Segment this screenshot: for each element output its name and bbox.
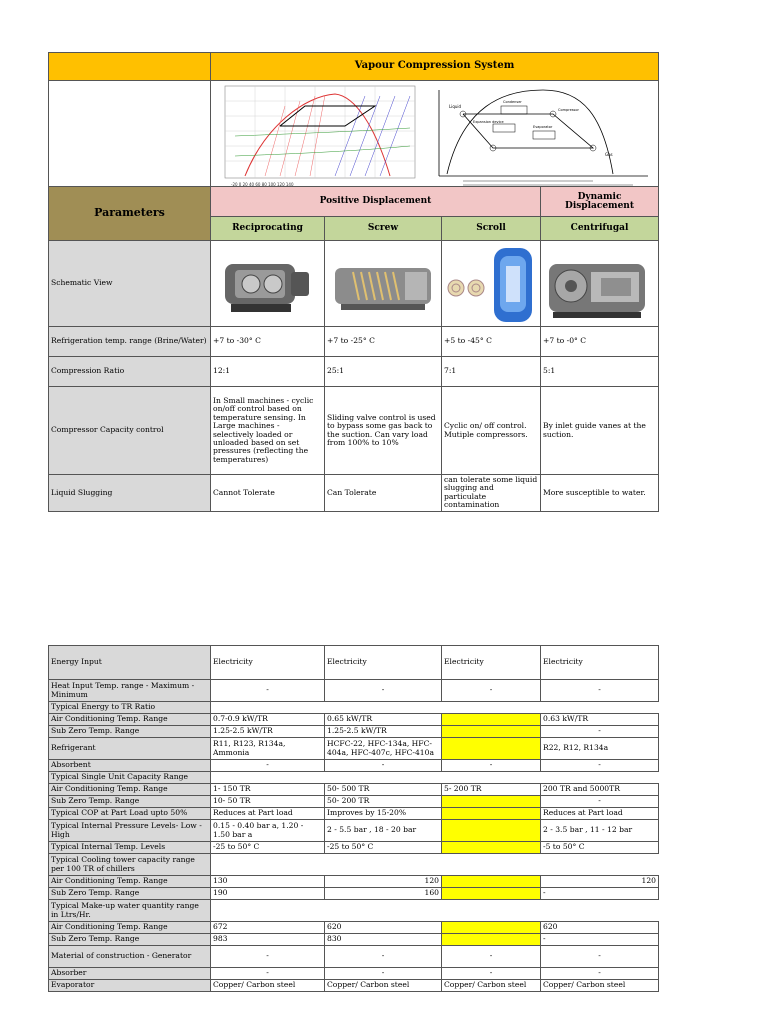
cell: 620 [325,922,442,934]
table-row [49,946,659,968]
cell: R11, R123, R134a, Ammonia [211,738,325,760]
svg-text:Expansion device: Expansion device [473,119,504,124]
cell: Electricity [211,646,325,680]
row-label: Compression Ratio [49,357,211,387]
section-spacer [211,900,659,922]
dynamic-displacement-header: Dynamic Displacement [541,187,659,217]
ph-diagram-image [211,82,659,186]
cell: - [541,680,659,702]
cell [442,842,541,854]
row-label: Typical Single Unit Capacity Range [49,772,211,784]
row-label: Sub Zero Temp. Range [49,888,211,900]
cell: -25 to 50° C [211,842,325,854]
table-row [49,772,659,784]
screw-image [325,241,442,327]
cell [442,922,541,934]
scroll-image [442,241,541,327]
row-label: Sub Zero Temp. Range [49,934,211,946]
type-screw: Screw [325,217,442,241]
svg-text:Liquid: Liquid [449,103,462,109]
row-label: Refrigerant [49,738,211,760]
row-label: Compressor Capacity control [49,387,211,475]
cell: 5:1 [541,357,659,387]
cell: 0.63 kW/TR [541,714,659,726]
cell: - [541,968,659,980]
row-label: Energy Input [49,646,211,680]
cell: - [442,946,541,968]
row-label: Sub Zero Temp. Range [49,796,211,808]
cell: 120 [541,876,659,888]
cell [442,808,541,820]
cell: 160 [325,888,442,900]
cell: 12:1 [211,357,325,387]
table-row [49,784,659,796]
row-label: Schematic View [49,241,211,327]
cell: 200 TR and 5000TR [541,784,659,796]
cell: - [541,726,659,738]
cell: - [541,934,659,946]
cell: Electricity [442,646,541,680]
cell: 10- 50 TR [211,796,325,808]
cell [442,820,541,842]
cell: In Small machines - cyclic on/off control based on temperature sensing. In Large machines - selectively loaded or unloaded based on set pressures (reflecting the temperatures) [211,387,325,475]
cell: - [325,968,442,980]
svg-text:-20 0 20 40 60 80 100 120 140: -20 0 20 40 60 80 100 120 140 [231,181,294,186]
cell: - [211,760,325,772]
type-reciprocating: Reciprocating [211,217,325,241]
cell: Cannot Tolerate [211,475,325,512]
cell: +7 to -0° C [541,327,659,357]
cell: Reduces at Part load [541,808,659,820]
cell: - [541,888,659,900]
cell: More susceptible to water. [541,475,659,512]
row-label: Material of construction - Generator [49,946,211,968]
cell: - [325,946,442,968]
svg-text:Compressor: Compressor [558,107,579,112]
cell: - [211,968,325,980]
cell: 50- 200 TR [325,796,442,808]
svg-text:Gas: Gas [605,151,613,157]
section-spacer [211,772,659,784]
table-row [49,888,659,900]
svg-text:Evaporator: Evaporator [533,124,553,129]
cell: 50- 500 TR [325,784,442,796]
row-label: Typical COP at Part Load upto 50% [49,808,211,820]
comparison-table-top [48,52,659,512]
cell [442,876,541,888]
table-row [49,968,659,980]
cell: +7 to -25° C [325,327,442,357]
cell: -5 to 50° C [541,842,659,854]
cell [442,726,541,738]
centrifugal-compressor-icon [541,242,657,326]
cell: 1.25-2.5 kW/TR [325,726,442,738]
centrifugal-image [541,241,659,327]
cell: Copper/ Carbon steel [211,980,325,992]
row-label: Air Conditioning Temp. Range [49,714,211,726]
table-row [49,820,659,842]
table-row [49,702,659,714]
type-centrifugal: Centrifugal [541,217,659,241]
cell: 5- 200 TR [442,784,541,796]
system-title: Vapour Compression System [211,53,659,81]
parameters-header: Parameters [49,187,211,241]
cell: Sliding valve control is used to bypass some gas back to the suction. Can vary load from 100% to 10% [325,387,442,475]
cell: 25:1 [325,357,442,387]
table-row [49,980,659,992]
cell: HCFC-22, HFC-134a, HFC-404a, HFC-407c, HFC-410a [325,738,442,760]
blank-diagram-label [49,81,211,187]
comparison-table-bottom [48,645,659,992]
cell: 983 [211,934,325,946]
table-row [49,646,659,680]
cell: Electricity [325,646,442,680]
cell: - [211,946,325,968]
cell: R22, R12, R134a [541,738,659,760]
row-label: Evaporator [49,980,211,992]
row-label: Air Conditioning Temp. Range [49,784,211,796]
table-row [49,922,659,934]
section-spacer [211,854,659,876]
cell [442,888,541,900]
cell: - [442,968,541,980]
table-row [49,714,659,726]
table-row [49,876,659,888]
cell: Electricity [541,646,659,680]
table-row [49,796,659,808]
table-row [49,934,659,946]
cell: 2 - 5.5 bar , 18 - 20 bar [325,820,442,842]
row-label: Typical Internal Pressure Levels- Low - High [49,820,211,842]
cell: - [211,680,325,702]
cell: 0.65 kW/TR [325,714,442,726]
table-row [49,808,659,820]
table-row [49,738,659,760]
cell: 190 [211,888,325,900]
cell: 0.15 - 0.40 bar a, 1.20 - 1.50 bar a [211,820,325,842]
row-label: Typical Energy to TR Ratio [49,702,211,714]
cell: Copper/ Carbon steel [325,980,442,992]
cell: 0.7-0.9 kW/TR [211,714,325,726]
cell: Cyclic on/ off control. Mutiple compressors. [442,387,541,475]
table-row [49,842,659,854]
table-row [49,854,659,876]
cell: 120 [325,876,442,888]
cell: - [541,760,659,772]
cell: 130 [211,876,325,888]
reciprocating-image [211,241,325,327]
row-label: Typical Cooling tower capacity range per 100 TR of chillers [49,854,211,876]
reciprocating-compressor-icon [211,242,323,326]
cell: By inlet guide vanes at the suction. [541,387,659,475]
cell: 1.25-2.5 kW/TR [211,726,325,738]
cell [442,934,541,946]
row-label: Air Conditioning Temp. Range [49,922,211,934]
row-label: Sub Zero Temp. Range [49,726,211,738]
row-label: Heat Input Temp. range - Maximum - Minimum [49,680,211,702]
cell: Improves by 15-20% [325,808,442,820]
row-label: Absorbent [49,760,211,772]
row-label: Liquid Slugging [49,475,211,512]
cell: - [325,760,442,772]
bottom-table-body [49,646,659,992]
cell: - [442,680,541,702]
cell: 1- 150 TR [211,784,325,796]
cell: -25 to 50° C [325,842,442,854]
cell: - [325,680,442,702]
cell: Can Tolerate [325,475,442,512]
blank-header-cell [49,53,211,81]
cell: can tolerate some liquid slugging and particulate contamination [442,475,541,512]
cell [442,714,541,726]
row-label: Typical Make-up water quantity range in Ltrs/Hr. [49,900,211,922]
svg-text:Condenser: Condenser [503,99,522,104]
cell: Copper/ Carbon steel [442,980,541,992]
type-scroll: Scroll [442,217,541,241]
screw-compressor-icon [325,242,440,326]
cell: +5 to -45° C [442,327,541,357]
cell: 2 - 3.5 bar , 11 - 12 bar [541,820,659,842]
cell: - [541,946,659,968]
cell [442,796,541,808]
table-row [49,726,659,738]
cell: +7 to -30° C [211,327,325,357]
cell: 7:1 [442,357,541,387]
cell: 830 [325,934,442,946]
cell [442,738,541,760]
scroll-compressor-icon [442,242,539,326]
row-label: Typical Internal Temp. Levels [49,842,211,854]
table-row [49,760,659,772]
row-label: Air Conditioning Temp. Range [49,876,211,888]
cell: - [442,760,541,772]
row-label: Refrigeration temp. range (Brine/Water) [49,327,211,357]
positive-displacement-header: Positive Displacement [211,187,541,217]
cell: - [541,796,659,808]
cell: 620 [541,922,659,934]
table-row [49,900,659,922]
cell: Copper/ Carbon steel [541,980,659,992]
cell: Reduces at Part load [211,808,325,820]
table-row [49,680,659,702]
diagram-cell [211,81,659,187]
row-label: Absorber [49,968,211,980]
cell: 672 [211,922,325,934]
section-spacer [211,702,659,714]
